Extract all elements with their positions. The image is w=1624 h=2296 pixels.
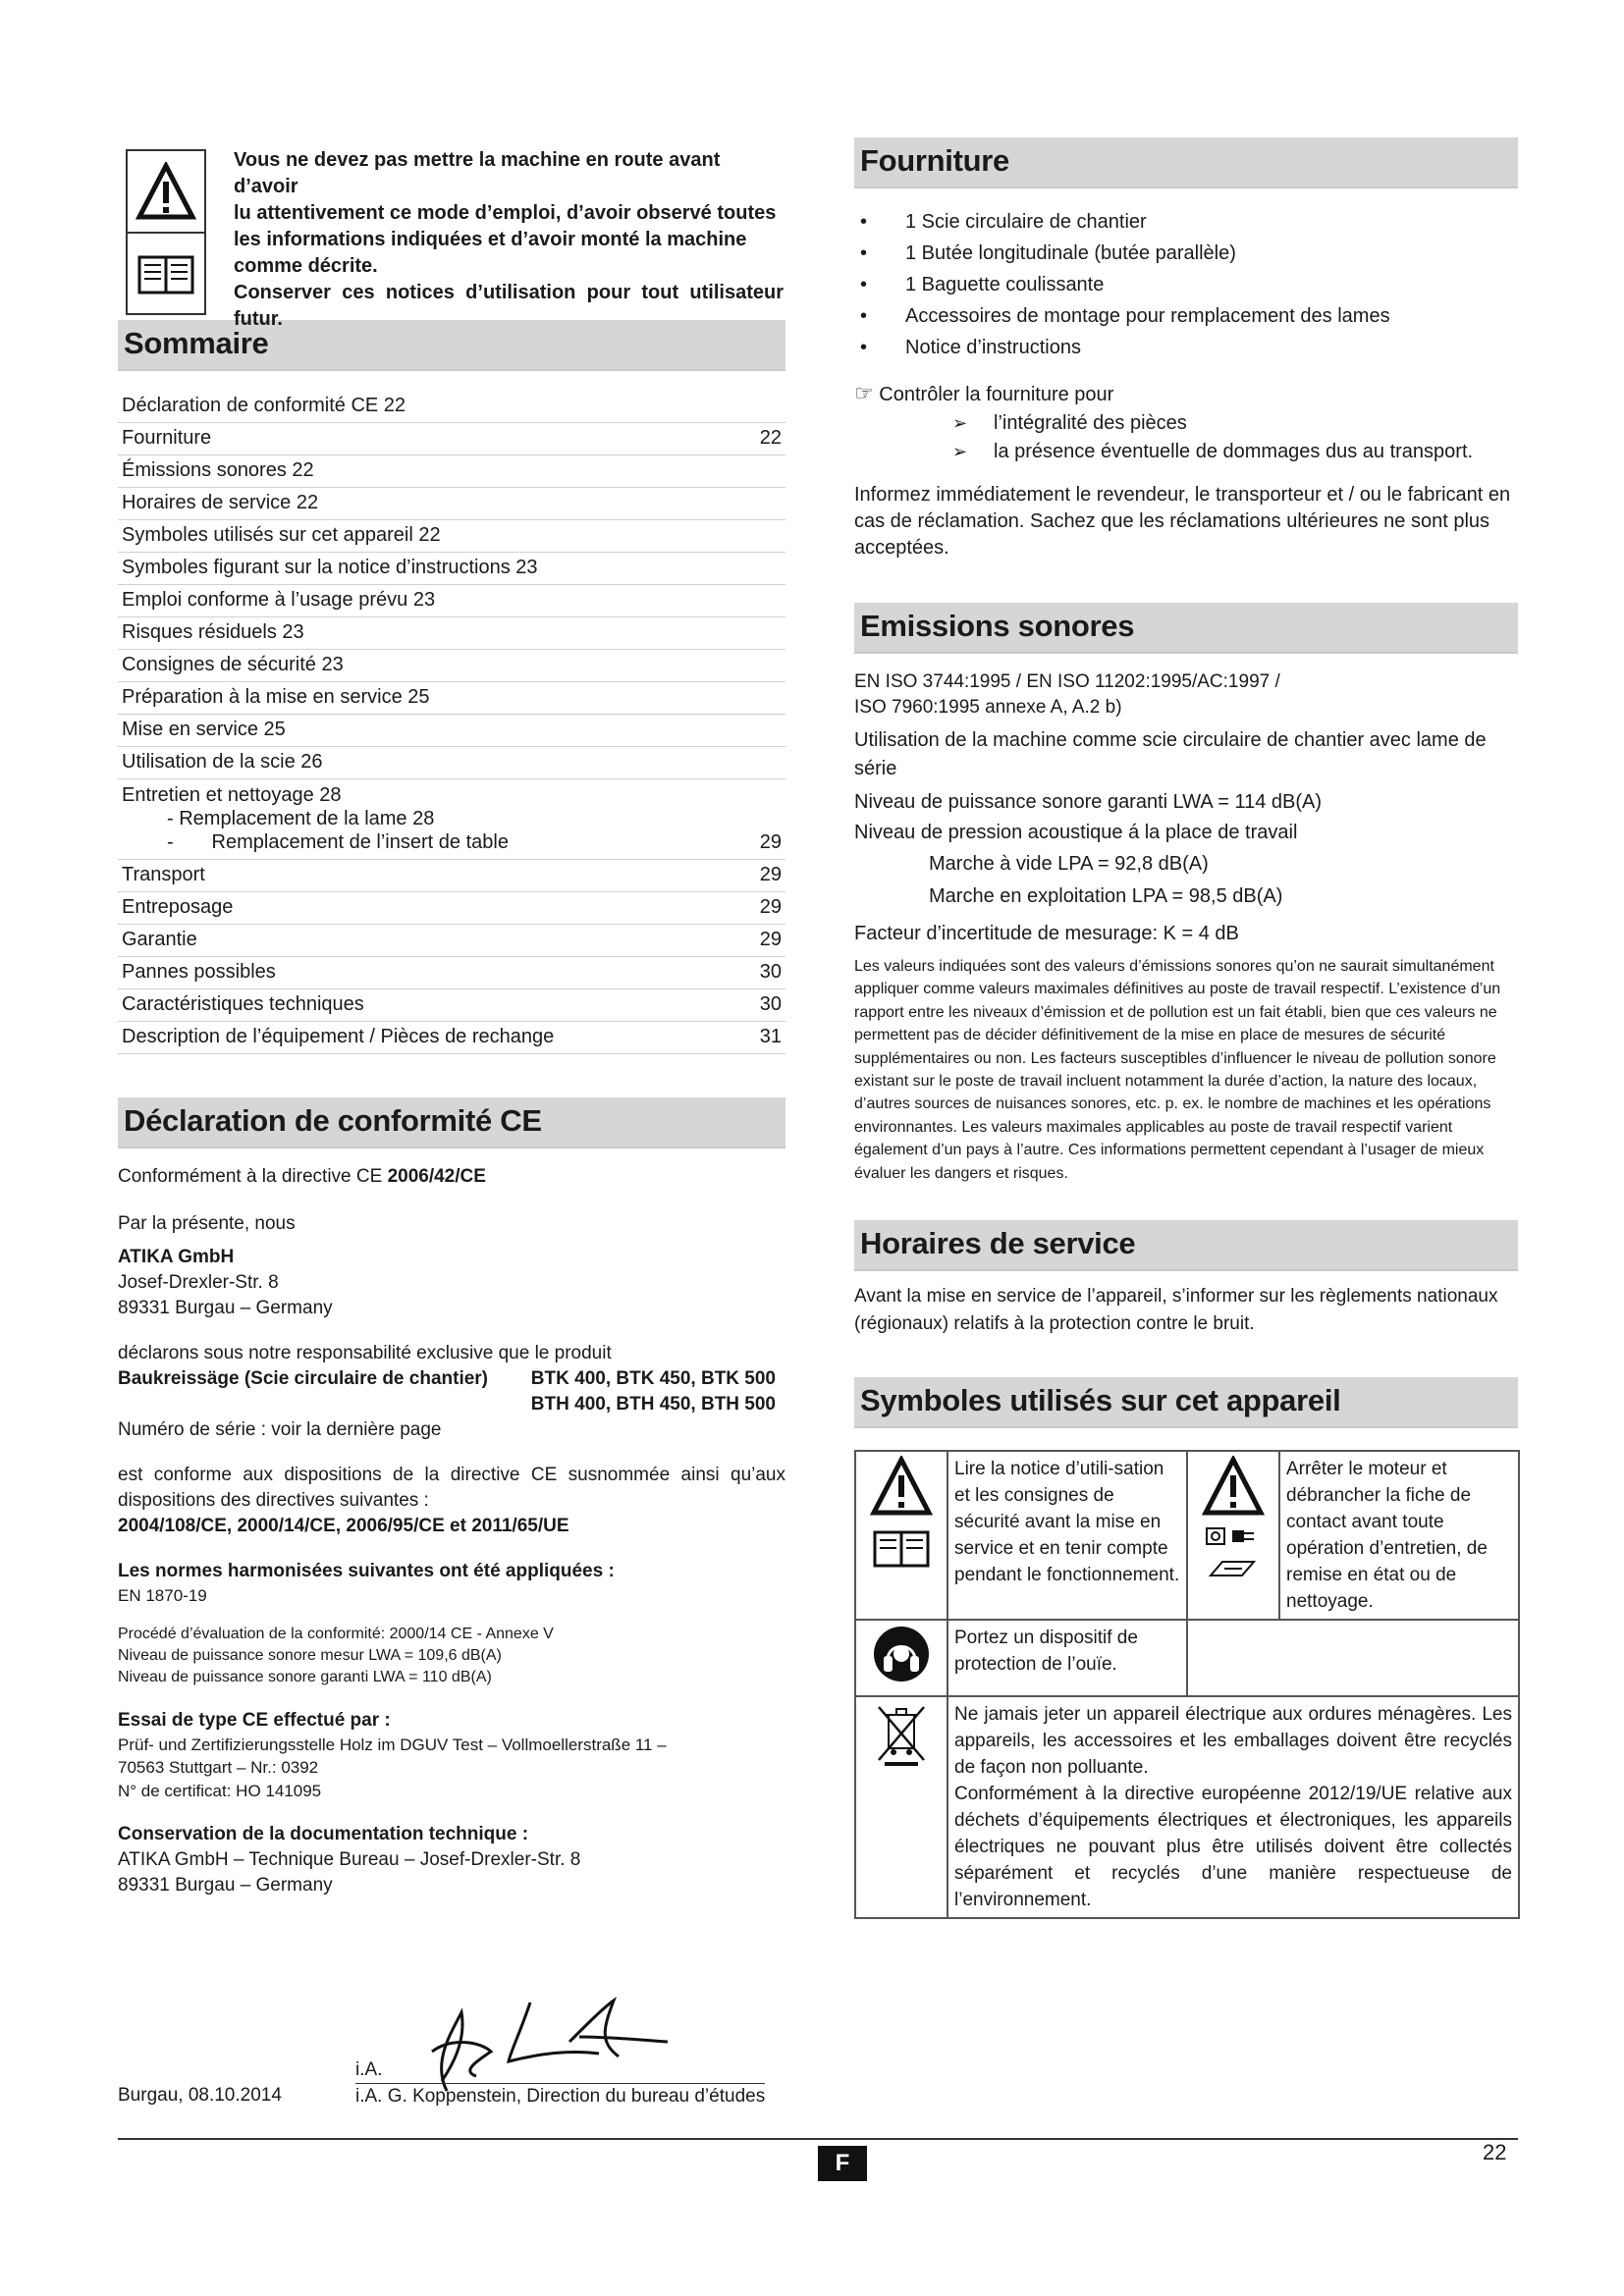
toc-label: Horaires de service 22 bbox=[122, 492, 319, 513]
table-of-contents bbox=[118, 391, 785, 1054]
toc-row[interactable] bbox=[118, 860, 785, 892]
exploit-line: Marche en exploitation LPA = 98,5 dB(A) bbox=[929, 885, 1283, 907]
vide-line: Marche à vide LPA = 92,8 dB(A) bbox=[929, 853, 1209, 875]
check-text: Contrôler la fourniture pour bbox=[879, 384, 1114, 405]
check-item: ➢ la présence éventuelle de dommages dus au transport. bbox=[952, 438, 1518, 466]
toc-row[interactable] bbox=[118, 892, 785, 925]
signature-block bbox=[118, 1983, 785, 2120]
symbol-icon-cell bbox=[855, 1620, 947, 1696]
toc-label: Émissions sonores 22 bbox=[122, 459, 314, 481]
pression-line: Niveau de pression acoustique á la place de travail bbox=[854, 822, 1298, 843]
conservation-line: 89331 Burgau – Germany bbox=[118, 1875, 333, 1896]
warning-line: lu attentivement ce mode d’emploi, d’avoir observé toutes bbox=[234, 202, 777, 224]
toc-page: 29 bbox=[759, 831, 782, 853]
ia-label: i.A. bbox=[355, 2059, 383, 2080]
toc-row[interactable] bbox=[118, 682, 785, 715]
symbol-icon-cell bbox=[1187, 1451, 1279, 1620]
hearing-protection-icon bbox=[872, 1625, 931, 1683]
toc-row[interactable] bbox=[118, 747, 785, 779]
essai-line: 70563 Stuttgart – Nr.: 0392 bbox=[118, 1758, 319, 1777]
page-number: 22 bbox=[1483, 2140, 1507, 2164]
normes-title: Les normes harmonisées suivantes ont été appliquées : bbox=[118, 1561, 615, 1581]
toc-label: Utilisation de la scie 26 bbox=[122, 751, 323, 773]
par-line: Par la présente, nous bbox=[118, 1213, 296, 1234]
signatory: i.A. G. Koppenstein, Direction du bureau d’études bbox=[355, 2083, 765, 2109]
company-name: ATIKA GmbH bbox=[118, 1247, 235, 1267]
toc-page: 29 bbox=[759, 896, 782, 918]
toc-label: Garantie bbox=[122, 929, 197, 950]
toc-sublabel: - Remplacement de la lame 28 bbox=[167, 808, 435, 829]
directive-line bbox=[118, 1164, 785, 1190]
toc-label: Pannes possibles bbox=[122, 961, 276, 983]
symbol-icon-cell bbox=[855, 1696, 947, 1918]
norme: EN 1870-19 bbox=[118, 1586, 207, 1605]
procedure-line: Niveau de puissance sonore garanti LWA = 110 dB(A) bbox=[118, 1668, 492, 1685]
toc-label: Symboles utilisés sur cet appareil 22 bbox=[122, 524, 441, 546]
conservation-line: ATIKA GmbH – Technique Bureau – Josef-Drexler-Str. 8 bbox=[118, 1849, 581, 1870]
symbol-text: Arrêter le moteur et débrancher la fiche de contact avant toute opération d’entretien, de remise en état ou de nettoyage. bbox=[1279, 1451, 1519, 1620]
left-column bbox=[118, 137, 785, 2107]
directive-prefix: Conformément à la directive CE bbox=[118, 1166, 388, 1187]
toc-row[interactable] bbox=[118, 650, 785, 682]
usage-text: Utilisation de la machine comme scie circulaire de chantier avec lame de série bbox=[854, 729, 1487, 779]
pointing-hand-icon: ☞ bbox=[854, 381, 874, 405]
toc-row-entretien[interactable] bbox=[118, 779, 785, 860]
conservation-title: Conservation de la documentation technique : bbox=[118, 1824, 529, 1844]
weee-text: Conformément à la directive européenne 2012/19/UE relative aux déchets d’équipements électriques et électroniques, les appareils électriques ne pouvant plus être utilisés doivent être collectés séparément et recyclés d’une manière respectueuse de l’environnement. bbox=[954, 1784, 1512, 1911]
models-line: BTK 400, BTK 450, BTK 500 bbox=[530, 1368, 776, 1389]
warning-line: les informations indiquées et d’avoir monté la machine bbox=[234, 229, 747, 250]
declaration-heading: Déclaration de conformité CE bbox=[118, 1097, 785, 1148]
toc-row[interactable] bbox=[118, 1022, 785, 1054]
toc-row[interactable] bbox=[118, 585, 785, 617]
language-badge: F bbox=[818, 2146, 867, 2181]
procedure-line: Niveau de puissance sonore mesur LWA = 109,6 dB(A) bbox=[118, 1646, 502, 1664]
emissions-heading: Emissions sonores bbox=[854, 603, 1518, 654]
toc-label: Emploi conforme à l’usage prévu 23 bbox=[122, 589, 436, 611]
toc-row[interactable] bbox=[118, 423, 785, 455]
toc-row[interactable] bbox=[118, 553, 785, 585]
symboles-heading: Symboles utilisés sur cet appareil bbox=[854, 1377, 1518, 1428]
unplug-icon bbox=[1203, 1524, 1264, 1548]
product-models bbox=[531, 1366, 785, 1417]
toc-label: Préparation à la mise en service 25 bbox=[122, 686, 430, 708]
warning-block bbox=[118, 137, 785, 330]
product-line bbox=[118, 1366, 785, 1417]
list-item: • 1 Scie circulaire de chantier bbox=[854, 206, 1518, 238]
toc-row[interactable] bbox=[118, 391, 785, 423]
horaires-text: Avant la mise en service de l’appareil, s’informer sur les règlements nationaux (régionaux) relatifs à la protection contre le bruit. bbox=[854, 1286, 1498, 1335]
manual-book-icon bbox=[128, 232, 204, 314]
symbol-text: Lire la notice d’utili-sation et les consignes de sécurité avant la mise en service et en tenir compte pendant le fonctionnement. bbox=[947, 1451, 1187, 1620]
inform-text: Informez immédiatement le revendeur, le transporteur et / ou le fabricant en cas de réclamation. Sachez que les réclamations ultérieures ne sont plus acceptées. bbox=[854, 484, 1511, 559]
company-street: Josef-Drexler-Str. 8 bbox=[118, 1272, 279, 1293]
symbol-icon-cell bbox=[855, 1451, 947, 1620]
footer-rule bbox=[118, 2138, 1518, 2140]
crossed-bin-icon bbox=[873, 1701, 930, 1768]
standard-line: EN ISO 3744:1995 / EN ISO 11202:1995/AC:1997 / bbox=[854, 671, 1280, 692]
toc-label: Consignes de sécurité 23 bbox=[122, 654, 344, 675]
warning-line: Conserver ces notices d’utilisation pour tout utilisateur bbox=[234, 282, 784, 303]
toc-row[interactable] bbox=[118, 925, 785, 957]
emissions-note: Les valeurs indiquées sont des valeurs d’émissions sonores qu’on ne saurait simultanément appliquer comme valeurs maximales définitives au poste de travail respectif. L’existence d’un rapport entre les niveaux d’émission et de pollution est un fait établi, bien que ces valeurs ne permettent pas de décider définitivement de la mise en place de mesures de sécurité supplémentaires ou non. Les facteurs susceptibles d’influencer le niveau de pollution sonore existant sur le poste de travail incluent notamment la durée d’action, la nature des locaux, d’autres sources de nuisances sonores, etc. p. ex. le nombre de machines et les opérations environnantes. Les valeurs maximales applicables au poste de travail respectif varient également d’un pays à l’autre. Ces informations permettent cependant à l’usager de mieux évaluer les dangers et risques. bbox=[854, 958, 1501, 1182]
toc-row[interactable] bbox=[118, 715, 785, 747]
warning-triangle-icon bbox=[870, 1456, 933, 1517]
toc-label: Entreposage bbox=[122, 896, 234, 918]
toc-row[interactable] bbox=[118, 957, 785, 989]
warning-line: comme décrite. bbox=[234, 255, 378, 277]
facteur-line: Facteur d’incertitude de mesurage: K = 4 dB bbox=[854, 923, 1239, 944]
manual-book-icon bbox=[871, 1524, 932, 1572]
procedure-line: Procédé d’évaluation de la conformité: 2000/14 CE - Annexe V bbox=[118, 1625, 554, 1642]
conform-text: est conforme aux dispositions de la directive CE susnommée ainsi qu’aux dispositions des directives suivantes : bbox=[118, 1465, 785, 1511]
check-line bbox=[854, 379, 1518, 409]
directive-number: 2006/42/CE bbox=[387, 1166, 486, 1187]
toc-page: 29 bbox=[759, 929, 782, 950]
list-item: • Notice d’instructions bbox=[854, 332, 1518, 363]
toc-label: Fourniture bbox=[122, 427, 212, 449]
toc-label: Risques résiduels 23 bbox=[122, 621, 304, 643]
weee-text: Ne jamais jeter un appareil électrique aux ordures ménagères. Les appareils, les accessoires et les emballages doivent être recyclés de façon non polluante. bbox=[954, 1704, 1512, 1779]
empty-cell bbox=[1187, 1620, 1519, 1696]
toc-label: Symboles figurant sur la notice d’instructions 23 bbox=[122, 557, 538, 578]
warning-icons bbox=[126, 149, 206, 315]
toc-label: Déclaration de conformité CE 22 bbox=[122, 395, 406, 416]
toc-page: 30 bbox=[759, 993, 782, 1015]
list-item: • 1 Baguette coulissante bbox=[854, 269, 1518, 300]
fourniture-list bbox=[854, 206, 1518, 363]
symbol-text-weee bbox=[947, 1696, 1519, 1918]
warning-text bbox=[234, 147, 784, 333]
list-item: • 1 Butée longitudinale (butée parallèle) bbox=[854, 238, 1518, 269]
right-column bbox=[854, 137, 1518, 1919]
product-name: Baukreissäge (Scie circulaire de chantier) bbox=[118, 1368, 489, 1389]
toc-page: 29 bbox=[759, 864, 782, 885]
puissance-line: Niveau de puissance sonore garanti LWA = 114 dB(A) bbox=[854, 791, 1323, 813]
toc-row[interactable] bbox=[118, 989, 785, 1022]
toc-label: Description de l’équipement / Pièces de rechange bbox=[122, 1026, 555, 1047]
directives-list: 2004/108/CE, 2000/14/CE, 2006/95/CE et 2011/65/UE bbox=[118, 1516, 569, 1536]
toc-page: 30 bbox=[759, 961, 782, 983]
warning-triangle-icon bbox=[128, 151, 204, 232]
toc-label: Transport bbox=[122, 864, 205, 885]
check-list bbox=[952, 409, 1518, 466]
toc-row[interactable] bbox=[118, 488, 785, 520]
fourniture-heading: Fourniture bbox=[854, 137, 1518, 188]
company-city: 89331 Burgau – Germany bbox=[118, 1298, 333, 1318]
warning-line: futur. bbox=[234, 308, 283, 330]
check-item: ➢ l’intégralité des pièces bbox=[952, 409, 1518, 438]
sommaire-heading: Sommaire bbox=[118, 320, 785, 371]
maintenance-book-icon bbox=[1203, 1556, 1264, 1579]
essai-line: N° de certificat: HO 141095 bbox=[118, 1781, 322, 1800]
toc-label: Mise en service 25 bbox=[122, 719, 286, 740]
toc-row[interactable] bbox=[118, 617, 785, 650]
essai-title: Essai de type CE effectué par : bbox=[118, 1709, 391, 1731]
toc-row[interactable] bbox=[118, 455, 785, 488]
toc-label: Entretien et nettoyage 28 bbox=[122, 784, 342, 806]
models-line: BTH 400, BTH 450, BTH 500 bbox=[530, 1394, 776, 1415]
symbols-table bbox=[854, 1450, 1520, 1919]
declare-line: déclarons sous notre responsabilité exclusive que le produit bbox=[118, 1343, 612, 1363]
symbol-text: Portez un dispositif de protection de l’ouïe. bbox=[947, 1620, 1187, 1696]
warning-triangle-icon bbox=[1202, 1456, 1265, 1517]
toc-row[interactable] bbox=[118, 520, 785, 553]
toc-page: 22 bbox=[759, 427, 782, 449]
serial-line: Numéro de série : voir la dernière page bbox=[118, 1419, 442, 1440]
standard-line: ISO 7960:1995 annexe A, A.2 b) bbox=[854, 697, 1122, 718]
list-item: • Accessoires de montage pour remplacement des lames bbox=[854, 300, 1518, 332]
emissions-body bbox=[854, 669, 1518, 1185]
declaration-body bbox=[118, 1164, 785, 1898]
place-date: Burgau, 08.10.2014 bbox=[118, 2085, 282, 2106]
toc-label: Caractéristiques techniques bbox=[122, 993, 364, 1015]
warning-line: Vous ne devez pas mettre la machine en route avant d’avoir bbox=[234, 149, 721, 197]
essai-line: Prüf- und Zertifizierungsstelle Holz im DGUV Test – Vollmoellerstraße 11 – bbox=[118, 1735, 667, 1754]
toc-page: 31 bbox=[759, 1026, 782, 1047]
toc-sublabel: - Remplacement de l’insert de table bbox=[167, 831, 509, 853]
horaires-heading: Horaires de service bbox=[854, 1220, 1518, 1271]
